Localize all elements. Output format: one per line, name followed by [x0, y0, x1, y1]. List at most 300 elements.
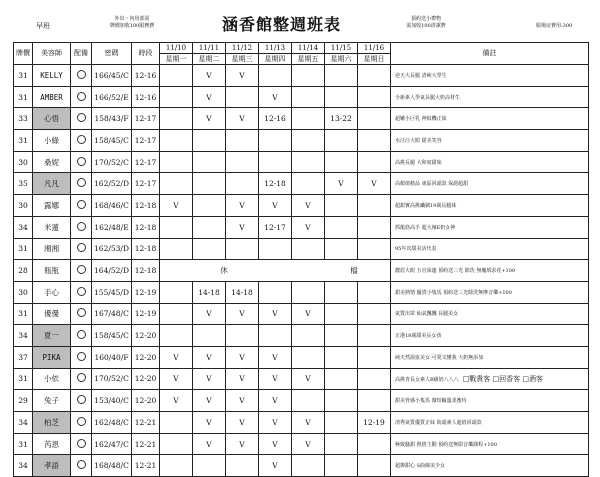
note-text: 超嫩小巨乳 神似機正妹 [395, 116, 447, 123]
time-cell: 12-17 [132, 130, 160, 152]
day-cell [160, 130, 193, 152]
note-text: 高挑長腿 大和度甜妹 [395, 159, 442, 166]
day-cell [160, 238, 193, 260]
day-cell: V [193, 346, 226, 368]
price-cell: 31 [14, 303, 33, 325]
note-cell [391, 238, 589, 260]
day-cell: V [226, 412, 259, 434]
day-cell [160, 433, 193, 455]
day-cell: 12-19 [358, 412, 391, 434]
name-cell: 優優 [33, 303, 71, 325]
gift-fee-note-line2: 需加收100清潔費 [406, 23, 446, 29]
price-cell: 31 [14, 130, 33, 152]
service-fee-note-line1: 外出・內用部需 [114, 16, 150, 22]
price-cell: 31 [14, 433, 33, 455]
time-cell: 12-20 [132, 390, 160, 412]
note-text: 正港18歲甜美長女孩 [395, 333, 442, 340]
day-cell [358, 65, 391, 87]
price-cell: 34 [14, 325, 33, 347]
time-cell: 12-21 [132, 433, 160, 455]
note-cell [391, 368, 589, 390]
name-cell: 米蓮 [33, 216, 71, 238]
day-cell: V [226, 346, 259, 368]
day-cell [292, 65, 325, 87]
price-cell: 34 [14, 412, 33, 434]
name-cell: 小綠 [33, 130, 71, 152]
day-cell: V [259, 86, 292, 108]
day-cell [193, 238, 226, 260]
match-cell [71, 412, 92, 434]
day-cell: V [292, 433, 325, 455]
col-header-weekday: 星期六 [325, 54, 358, 65]
circle-icon [77, 352, 86, 361]
day-cell [325, 368, 358, 390]
circle-icon [77, 460, 86, 469]
day-cell: V [226, 368, 259, 390]
col-header-match: 配備 [71, 43, 92, 65]
day-cell [193, 130, 226, 152]
day-cell [160, 412, 193, 434]
day-cell: V [292, 368, 325, 390]
time-cell: 12-17 [132, 108, 160, 130]
day-cell: V [259, 195, 292, 217]
day-cell: 12-18 [259, 173, 292, 195]
note-text: 逆天大長腿 清純大學生 [395, 72, 447, 79]
day-cell: V [193, 108, 226, 130]
note-cell [391, 390, 589, 412]
table-row [14, 260, 589, 282]
day-cell [325, 412, 358, 434]
table-row [14, 368, 589, 390]
day-cell [160, 303, 193, 325]
circle-icon [77, 92, 86, 101]
day-cell: V [193, 412, 226, 434]
match-cell [71, 303, 92, 325]
note-text: 高挑青長女素人B級奶八八八 [395, 376, 459, 383]
room-fee-note: 服場房費用:300 [536, 23, 573, 29]
circle-icon [77, 439, 86, 448]
day-cell: V [292, 195, 325, 217]
match-cell [71, 130, 92, 152]
note-text: 抓龍筋高手 超大辣E奶女神 [395, 224, 456, 231]
day-cell: V [259, 368, 292, 390]
name-cell: 瓶瓶 [33, 260, 71, 282]
day-cell [358, 151, 391, 173]
circle-icon [77, 287, 86, 296]
day-cell: V [292, 216, 325, 238]
page-title: 涵香館整週班表 [222, 15, 342, 34]
day-cell: V [259, 346, 292, 368]
size-cell: 153/40/C [92, 390, 132, 412]
day-cell: 14-18 [226, 281, 259, 303]
day-cell: V [226, 65, 259, 87]
day-cell [325, 346, 358, 368]
price-cell: 31 [14, 86, 33, 108]
day-cell [226, 238, 259, 260]
note-text: 清秀氣質優質正妹 街頭素人超值回頭款 [395, 419, 482, 426]
day-cell [358, 303, 391, 325]
col-header-weekday: 星期三 [226, 54, 259, 65]
schedule-header [14, 43, 589, 65]
table-row [14, 238, 589, 260]
note-cell [391, 260, 589, 282]
day-cell [325, 216, 358, 238]
day-cell: V [259, 412, 292, 434]
match-cell [71, 281, 92, 303]
day-cell: V [193, 65, 226, 87]
col-header-weekday: 星期四 [259, 54, 292, 65]
day-cell [292, 238, 325, 260]
match-cell [71, 325, 92, 347]
note-cell [391, 412, 589, 434]
col-header-date: 11/10 [160, 43, 193, 54]
price-cell: 31 [14, 238, 33, 260]
col-header-date: 11/14 [292, 43, 325, 54]
day-cell [358, 195, 391, 217]
day-cell [193, 195, 226, 217]
name-cell: 小依 [33, 368, 71, 390]
size-cell: 170/52/C [92, 151, 132, 173]
table-row [14, 390, 589, 412]
size-cell: 162/52/D [92, 173, 132, 195]
day-cell [226, 325, 259, 347]
price-cell: 30 [14, 195, 33, 217]
size-cell: 167/48/C [92, 303, 132, 325]
day-cell [226, 455, 259, 477]
day-cell [358, 281, 391, 303]
size-cell: 170/52/C [92, 368, 132, 390]
day-cell [193, 455, 226, 477]
day-cell [325, 455, 358, 477]
table-row [14, 216, 589, 238]
note-cell [391, 303, 589, 325]
day-cell [358, 130, 391, 152]
note-cell [391, 86, 589, 108]
day-cell [226, 173, 259, 195]
time-cell: 12-20 [132, 325, 160, 347]
day-cell [292, 86, 325, 108]
off-duty-cell [160, 260, 391, 282]
price-cell: 37 [14, 346, 33, 368]
day-cell [325, 390, 358, 412]
price-cell: 33 [14, 108, 33, 130]
match-cell [71, 86, 92, 108]
gift-fee-note [386, 16, 466, 30]
note-cell [391, 455, 589, 477]
size-cell: 158/45/C [92, 130, 132, 152]
price-cell: 28 [14, 260, 33, 282]
day-cell [358, 216, 391, 238]
service-fee-note-line2: 牌價加收100服務費 [109, 23, 155, 29]
day-cell [160, 216, 193, 238]
day-cell [160, 108, 193, 130]
size-cell: 164/52/D [92, 260, 132, 282]
day-cell [325, 65, 358, 87]
day-cell [358, 108, 391, 130]
name-cell: KELLY [33, 65, 71, 87]
col-header-name: 美容師 [33, 43, 71, 65]
price-cell: 30 [14, 281, 33, 303]
day-cell [292, 151, 325, 173]
day-cell [160, 325, 193, 347]
note-text: 全新素人學氣長腿大奶高材生 [395, 94, 461, 101]
day-cell: V [160, 390, 193, 412]
day-cell [193, 151, 226, 173]
time-cell: 12-16 [132, 65, 160, 87]
day-cell: V [292, 303, 325, 325]
match-cell [71, 65, 92, 87]
time-cell: 12-17 [132, 151, 160, 173]
day-cell: V [160, 195, 193, 217]
name-cell: 桑妮 [33, 151, 71, 173]
day-cell: 12-17 [259, 216, 292, 238]
size-cell: 155/45/D [92, 281, 132, 303]
shift-label: 早班 [36, 22, 50, 30]
day-cell: V [325, 173, 358, 195]
day-cell: V [259, 303, 292, 325]
size-cell: 162/53/D [92, 238, 132, 260]
day-cell [325, 130, 358, 152]
day-cell [358, 325, 391, 347]
day-cell [259, 238, 292, 260]
time-cell: 12-18 [132, 216, 160, 238]
day-cell [292, 390, 325, 412]
table-row [14, 325, 589, 347]
match-cell [71, 195, 92, 217]
time-cell: 12-19 [132, 303, 160, 325]
match-cell [71, 368, 92, 390]
day-cell: 13-22 [325, 108, 358, 130]
circle-icon [77, 330, 86, 339]
circle-icon [77, 200, 86, 209]
day-cell [325, 303, 358, 325]
day-cell [292, 325, 325, 347]
circle-icon [77, 222, 86, 231]
match-cell [71, 216, 92, 238]
match-cell [71, 455, 92, 477]
name-cell: 兔子 [33, 390, 71, 412]
day-cell: 14-18 [193, 281, 226, 303]
day-cell: V [160, 368, 193, 390]
circle-icon [77, 157, 86, 166]
note-cell [391, 65, 589, 87]
size-cell: 158/45/C [92, 325, 132, 347]
col-header-weekday: 星期二 [193, 54, 226, 65]
day-cell [226, 130, 259, 152]
table-row [14, 151, 589, 173]
price-cell: 35 [14, 173, 33, 195]
table-row [14, 346, 589, 368]
note-text: 高顏值精品 東區回頭款 保證超甜 [395, 181, 469, 188]
circle-icon [77, 417, 86, 426]
note-tags: □戰貴客 □回香客 □酒客 [462, 374, 543, 383]
day-cell [292, 130, 325, 152]
note-cell [391, 130, 589, 152]
note-text: 甜美熱情 騷貨小隻馬 預約送三光除洗無摩音樂+100 [395, 289, 512, 296]
col-header-date: 11/13 [259, 43, 292, 54]
price-cell: 31 [14, 65, 33, 87]
size-cell: 158/43/F [92, 108, 132, 130]
day-cell [292, 281, 325, 303]
page-header [0, 14, 600, 44]
day-cell [358, 390, 391, 412]
note-text: 超撩甜心 S曲線美少女 [395, 463, 446, 470]
col-header-weekday: 星期日 [358, 54, 391, 65]
day-cell [259, 130, 292, 152]
name-cell: 柏芝 [33, 412, 71, 434]
day-cell [358, 238, 391, 260]
size-cell: 162/48/C [92, 412, 132, 434]
day-cell [259, 151, 292, 173]
note-cell [391, 433, 589, 455]
day-cell [160, 86, 193, 108]
name-cell: 芮恩 [33, 433, 71, 455]
time-cell: 12-16 [132, 86, 160, 108]
note-text: 氣質出眾 仙氣飄飄 長腿美女 [395, 311, 459, 318]
table-row [14, 455, 589, 477]
match-cell [71, 433, 92, 455]
day-cell: V [226, 390, 259, 412]
col-header-weekday: 星期一 [160, 54, 193, 65]
table-row [14, 86, 589, 108]
match-cell [71, 173, 92, 195]
name-cell: 孝語 [33, 455, 71, 477]
day-cell [325, 151, 358, 173]
day-cell [358, 455, 391, 477]
day-cell [193, 325, 226, 347]
col-header-date: 11/11 [193, 43, 226, 54]
name-cell: 心悟 [33, 108, 71, 130]
size-cell: 160/40/F [92, 346, 132, 368]
day-cell [160, 65, 193, 87]
schedule-table [13, 42, 589, 477]
day-cell [358, 433, 391, 455]
gift-fee-note-line1: 預約送小禮物 [410, 16, 441, 22]
note-cell [391, 325, 589, 347]
day-cell [358, 86, 391, 108]
day-cell [358, 368, 391, 390]
name-cell: 手心 [33, 281, 71, 303]
circle-icon [77, 265, 86, 274]
day-cell [325, 325, 358, 347]
name-cell: 湘湘 [33, 238, 71, 260]
day-cell: 12-16 [259, 108, 292, 130]
note-cell [391, 216, 589, 238]
circle-icon [77, 308, 86, 317]
match-cell [71, 108, 92, 130]
off-duty-label: 檔 [350, 266, 360, 276]
day-cell: V [160, 346, 193, 368]
name-cell: AMBER [33, 86, 71, 108]
note-text: 水汪汪大眼 甜美笑容 [395, 137, 442, 144]
name-cell: 露娜 [33, 195, 71, 217]
price-cell: 34 [14, 216, 33, 238]
time-cell: 12-18 [132, 195, 160, 217]
time-cell: 12-18 [132, 260, 160, 282]
circle-icon [77, 395, 86, 404]
day-cell: V [193, 303, 226, 325]
day-cell [292, 455, 325, 477]
table-row [14, 195, 589, 217]
table-row [14, 173, 589, 195]
note-text: 純天然混血美女 可愛又懂我 大奶無添加 [395, 354, 484, 361]
note-text: 極致騷甜 熱情主動 預約送無限音樂課程+100 [395, 441, 497, 448]
price-cell: 30 [14, 151, 33, 173]
price-cell: 31 [14, 368, 33, 390]
day-cell: V [226, 303, 259, 325]
col-header-weekday: 星期五 [292, 54, 325, 65]
col-header-date: 11/16 [358, 43, 391, 54]
schedule-body [14, 65, 589, 477]
day-cell [358, 346, 391, 368]
time-cell: 12-17 [132, 173, 160, 195]
note-cell [391, 281, 589, 303]
off-duty-label: 休 [220, 266, 230, 276]
match-cell [71, 346, 92, 368]
day-cell [292, 346, 325, 368]
day-cell [226, 86, 259, 108]
day-cell [193, 173, 226, 195]
day-cell [292, 173, 325, 195]
price-cell: 29 [14, 390, 33, 412]
day-cell [325, 433, 358, 455]
time-cell: 12-20 [132, 368, 160, 390]
day-cell [193, 216, 226, 238]
day-cell: V [193, 368, 226, 390]
note-cell [391, 151, 589, 173]
day-cell [160, 455, 193, 477]
day-cell [259, 325, 292, 347]
note-text: 95年次甜美活代表 [395, 246, 437, 253]
day-cell: V [193, 86, 226, 108]
price-cell: 34 [14, 455, 33, 477]
col-header-note: 備註 [391, 43, 589, 65]
time-cell: 12-20 [132, 346, 160, 368]
day-cell: V [193, 433, 226, 455]
day-cell: V [226, 108, 259, 130]
table-row [14, 433, 589, 455]
col-header-date: 11/12 [226, 43, 259, 54]
note-cell [391, 346, 589, 368]
circle-icon [77, 70, 86, 79]
match-cell [71, 390, 92, 412]
name-cell: 夏一 [33, 325, 71, 347]
day-cell [259, 281, 292, 303]
circle-icon [77, 243, 86, 252]
day-cell [292, 108, 325, 130]
day-cell [325, 281, 358, 303]
note-cell [391, 195, 589, 217]
service-fee-note [86, 16, 178, 30]
day-cell: V [358, 173, 391, 195]
day-cell [160, 151, 193, 173]
note-text: 超甜實高挑纖細19歲長腿妹 [395, 202, 457, 209]
day-cell [160, 173, 193, 195]
day-cell [325, 86, 358, 108]
day-cell: V [259, 433, 292, 455]
time-cell: 12-18 [132, 238, 160, 260]
day-cell: V [259, 390, 292, 412]
size-cell: 166/52/E [92, 86, 132, 108]
day-cell [259, 65, 292, 87]
circle-icon [77, 135, 86, 144]
day-cell: V [226, 216, 259, 238]
note-cell [391, 173, 589, 195]
table-row [14, 130, 589, 152]
circle-icon [77, 373, 86, 382]
table-row [14, 412, 589, 434]
col-header-size: 密碼 [92, 43, 132, 65]
